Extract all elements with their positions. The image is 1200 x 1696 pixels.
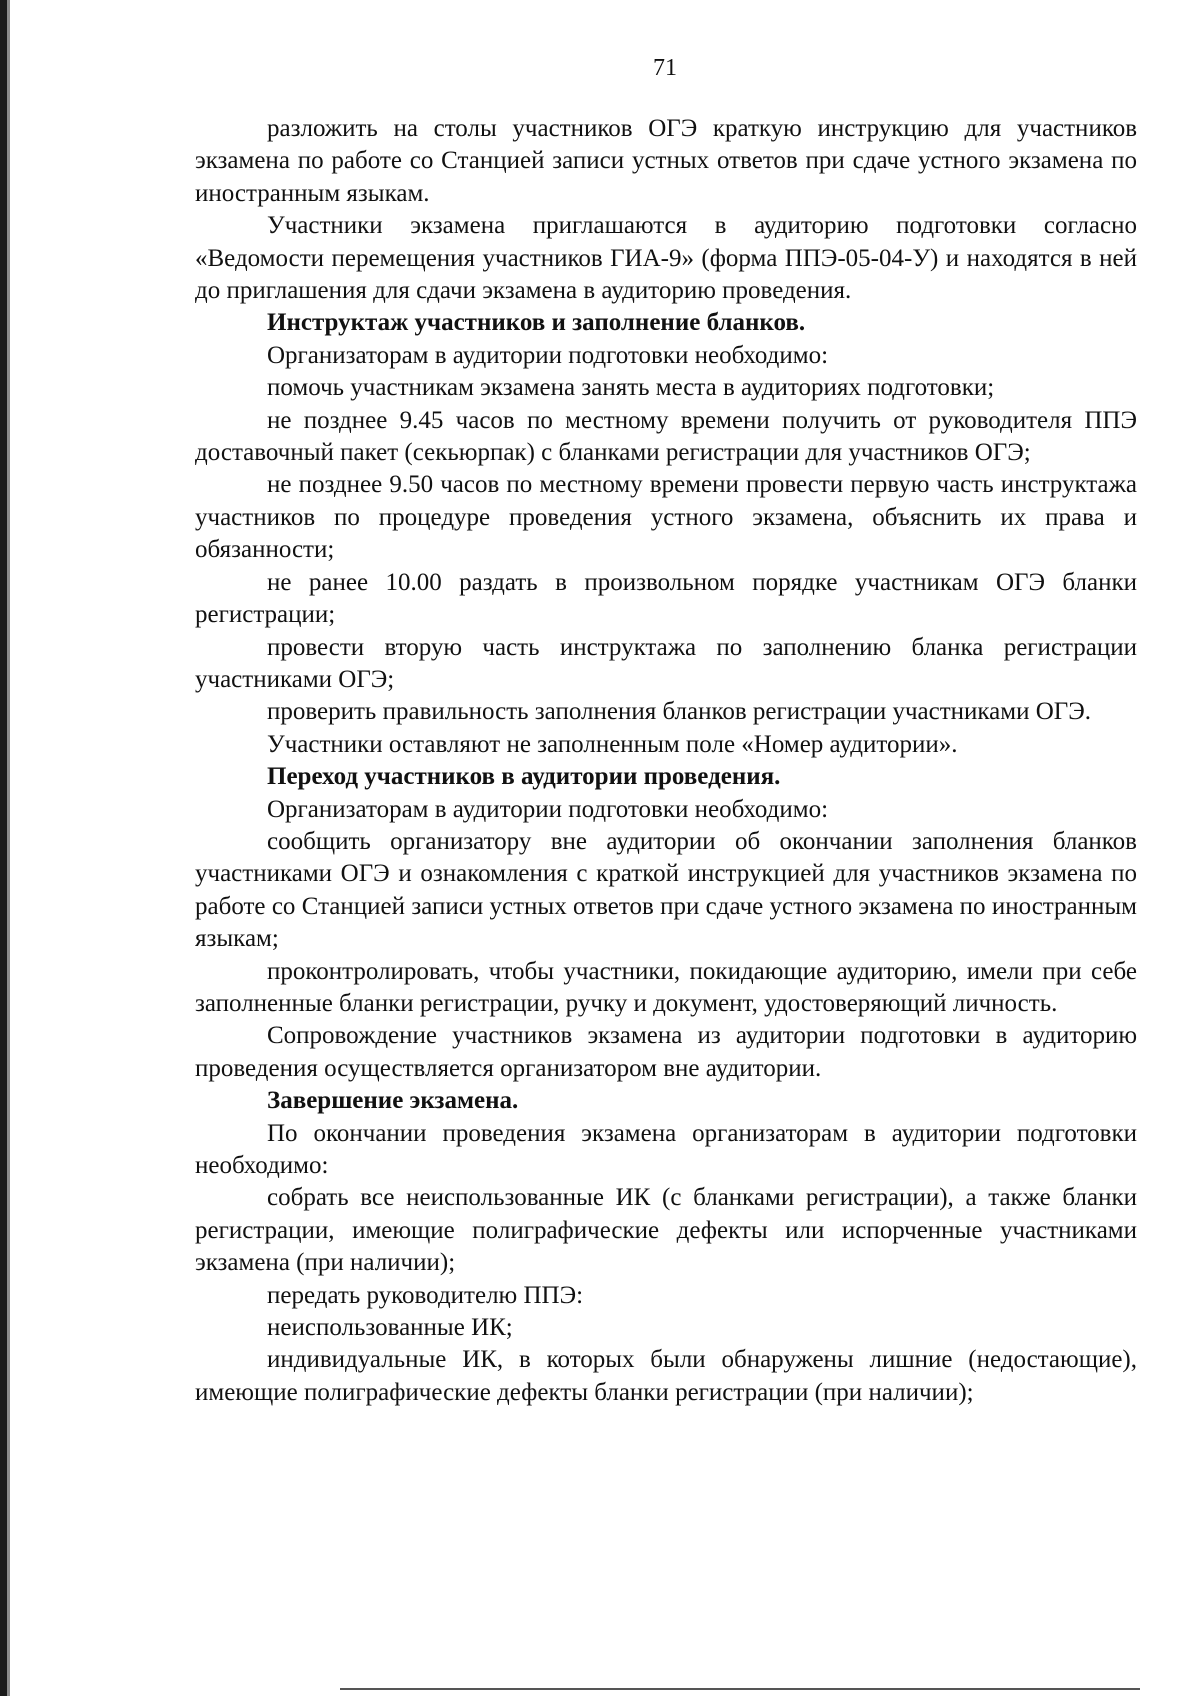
paragraph: передать руководителю ППЭ: <box>267 1281 584 1309</box>
paragraph: индивидуальные ИК, в которых были обнаружены лишние (недостающие), имеющие полиграфические дефекты бланки регистрации (при наличии); <box>195 1346 1137 1406</box>
paragraph: Организаторам в аудитории подготовки необходимо: <box>267 795 829 823</box>
paragraph: разложить на столы участников ОГЭ краткую инструкцию для участников экзамена по работе со Станцией записи устных ответов при сдаче устного экзамена по иностранным языкам. <box>195 115 1137 207</box>
paragraph: По окончании проведения экзамена организаторам в аудитории подготовки необходимо: <box>195 1119 1137 1179</box>
page-number: 71 <box>653 55 677 81</box>
paragraph: провести вторую часть инструктажа по заполнению бланка регистрации участниками ОГЭ; <box>195 633 1137 693</box>
paragraph: помочь участникам экзамена занять места в аудиториях подготовки; <box>267 374 995 402</box>
paragraph: Сопровождение участников экзамена из аудитории подготовки в аудиторию проведения осуществляется организатором вне аудитории. <box>195 1022 1137 1082</box>
paragraph: сообщить организатору вне аудитории об окончании заполнения бланков участниками ОГЭ и ознакомления с краткой инструкцией для участников экзамена по работе со Станцией записи устных ответов при сдаче устного экзамена по иностранным языкам; <box>195 827 1137 953</box>
section-heading: Завершение экзамена. <box>267 1087 519 1115</box>
document-body <box>195 113 1137 1409</box>
section-heading: Инструктаж участников и заполнение бланков. <box>267 309 806 337</box>
paragraph: Организаторам в аудитории подготовки необходимо: <box>267 341 829 369</box>
scan-left-edge-shadow <box>7 0 10 1696</box>
paragraph: Участники экзамена приглашаются в аудиторию подготовки согласно «Ведомости перемещения участников ГИА-9» (форма ППЭ-05-04-У) и находятся в ней до приглашения для сдачи экзамена в аудиторию проведения. <box>195 212 1137 305</box>
paragraph: проконтролировать, чтобы участники, покидающие аудиторию, имели при себе заполненные бланки регистрации, ручку и документ, удостоверяющий личность. <box>195 957 1137 1017</box>
paragraph: проверить правильность заполнения бланков регистрации участниками ОГЭ. <box>267 698 1091 726</box>
paragraph: не позднее 9.50 часов по местному времени провести первую часть инструктажа участников по процедуре проведения устного экзамена, объяснить их права и обязанности; <box>195 471 1137 564</box>
section-heading: Переход участников в аудитории проведения. <box>267 763 781 791</box>
paragraph: не позднее 9.45 часов по местному времени получить от руководителя ППЭ доставочный пакет (секьюрпак) с бланками регистрации для участников ОГЭ; <box>195 406 1137 467</box>
scan-left-edge <box>0 0 7 1696</box>
bottom-scan-line <box>340 1688 1140 1690</box>
paragraph: собрать все неиспользованные ИК (с бланками регистрации), а также бланки регистрации, имеющие полиграфические дефекты или испорченные участниками экзамена (при наличии); <box>195 1184 1137 1277</box>
paragraph: не ранее 10.00 раздать в произвольном порядке участникам ОГЭ бланки регистрации; <box>195 568 1137 629</box>
paragraph: Участники оставляют не заполненным поле «Номер аудитории». <box>267 730 958 758</box>
paragraph: неиспользованные ИК; <box>267 1314 513 1342</box>
